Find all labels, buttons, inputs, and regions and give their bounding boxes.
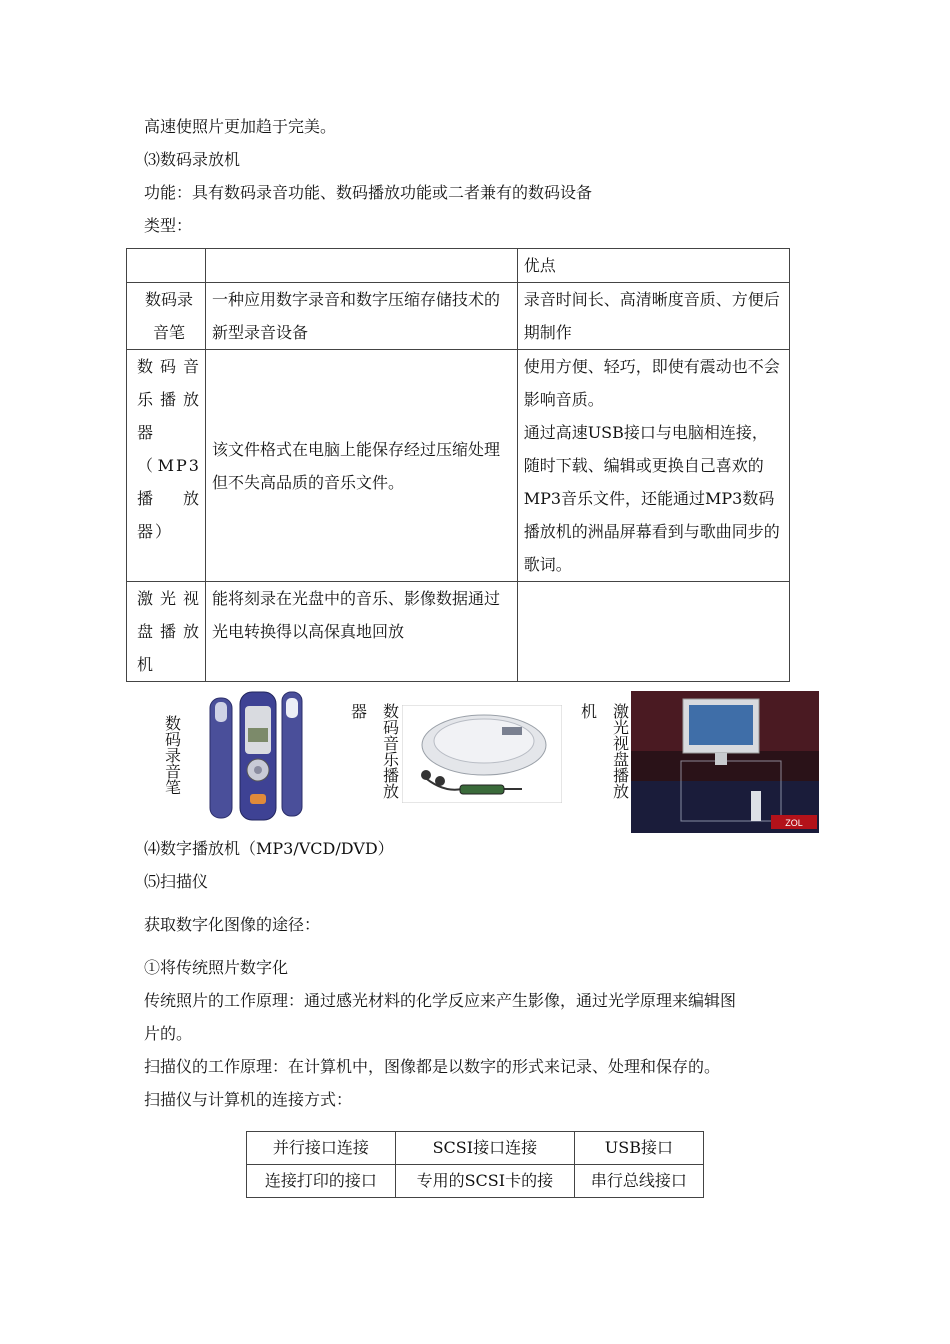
vcd-caption: 激光视盘播放 (612, 702, 629, 801)
watermark-text: ZOL (785, 818, 803, 828)
section-heading-3: ⑶数码录放机 (144, 150, 241, 169)
table-row (247, 1132, 704, 1165)
vcd-caption-suffix: 机 (580, 702, 597, 721)
traditional-text-cont: 片的。 (144, 1024, 193, 1043)
mp3-caption-suffix: 器 (350, 702, 367, 721)
table-header-row (127, 249, 790, 283)
function-text: 功能：具有数码录音功能、数码播放功能或二者兼有的数码设备 (144, 183, 593, 202)
device-adv-cell: 录音时间长、高清晰度音质、方便后期制作 (517, 283, 789, 350)
table-cell: 连接打印的接口 (247, 1165, 396, 1198)
table-cell: 优点 (517, 249, 789, 283)
table-cell (205, 249, 517, 283)
connection-table (246, 1131, 704, 1198)
section-heading-4: ⑷数字播放机（MP3/VCD/DVD） (144, 839, 394, 858)
table-cell: USB接口 (574, 1132, 703, 1165)
acquire-text: 获取数字化图像的途径： (144, 915, 321, 934)
table-cell: 专用的SCSI卡的接 (395, 1165, 574, 1198)
device-adv-cell (517, 582, 789, 682)
voice-recorder-image (206, 690, 306, 822)
device-name-cell: 数码录音笔 (127, 283, 206, 350)
table-cell: 串行总线接口 (574, 1165, 703, 1198)
device-name-cell: 数码音乐播放器（MP3播放器） (127, 350, 206, 582)
device-desc-cell: 一种应用数字录音和数字压缩存储技术的新型录音设备 (205, 283, 517, 350)
device-desc-cell: 能将刻录在光盘中的音乐、影像数据通过光电转换得以高保真地回放 (205, 582, 517, 682)
pen-caption: 数码录音笔 (164, 714, 181, 797)
adv-text: 通过高速USB接口与电脑相连接，随时下载、编辑或更换自己喜欢的MP3音乐文件，还能通过MP3数码播放机的洲晶屏幕看到与歌曲同步的歌词。 (523, 423, 780, 574)
laser-disc-player-image (631, 691, 819, 833)
device-desc-cell: 该文件格式在电脑上能保存经过压缩处理但不失高品质的音乐文件。 (205, 350, 517, 582)
device-name-cell: 激光视盘播放机 (127, 582, 206, 682)
table-row (127, 283, 790, 350)
paragraph-text: 高速使照片更加趋于完美。 (144, 117, 337, 136)
mp3-caption: 数码音乐播放 (382, 702, 399, 801)
section-heading-5: ⑸扫描仪 (144, 872, 209, 891)
mp3-player-image (402, 705, 562, 803)
method-1-text: ①将传统照片数字化 (144, 958, 289, 977)
table-row (127, 350, 790, 582)
traditional-text: 传统照片的工作原理：通过感光材料的化学反应来产生影像，通过光学原理来编辑图 (144, 991, 737, 1010)
table-cell: SCSI接口连接 (395, 1132, 574, 1165)
table-row (127, 582, 790, 682)
adv-text: 使用方便、轻巧，即使有震动也不会影响音质。 (523, 357, 780, 409)
device-adv-cell (517, 350, 789, 582)
recorder-types-table (126, 248, 790, 682)
scanner-principle-text: 扫描仪的工作原理：在计算机中，图像都是以数字的形式来记录、处理和保存的。 (144, 1057, 721, 1076)
table-cell: 并行接口连接 (247, 1132, 396, 1165)
connection-text: 扫描仪与计算机的连接方式： (144, 1090, 353, 1109)
table-row (247, 1165, 704, 1198)
table-cell (127, 249, 206, 283)
type-label: 类型： (144, 216, 193, 235)
